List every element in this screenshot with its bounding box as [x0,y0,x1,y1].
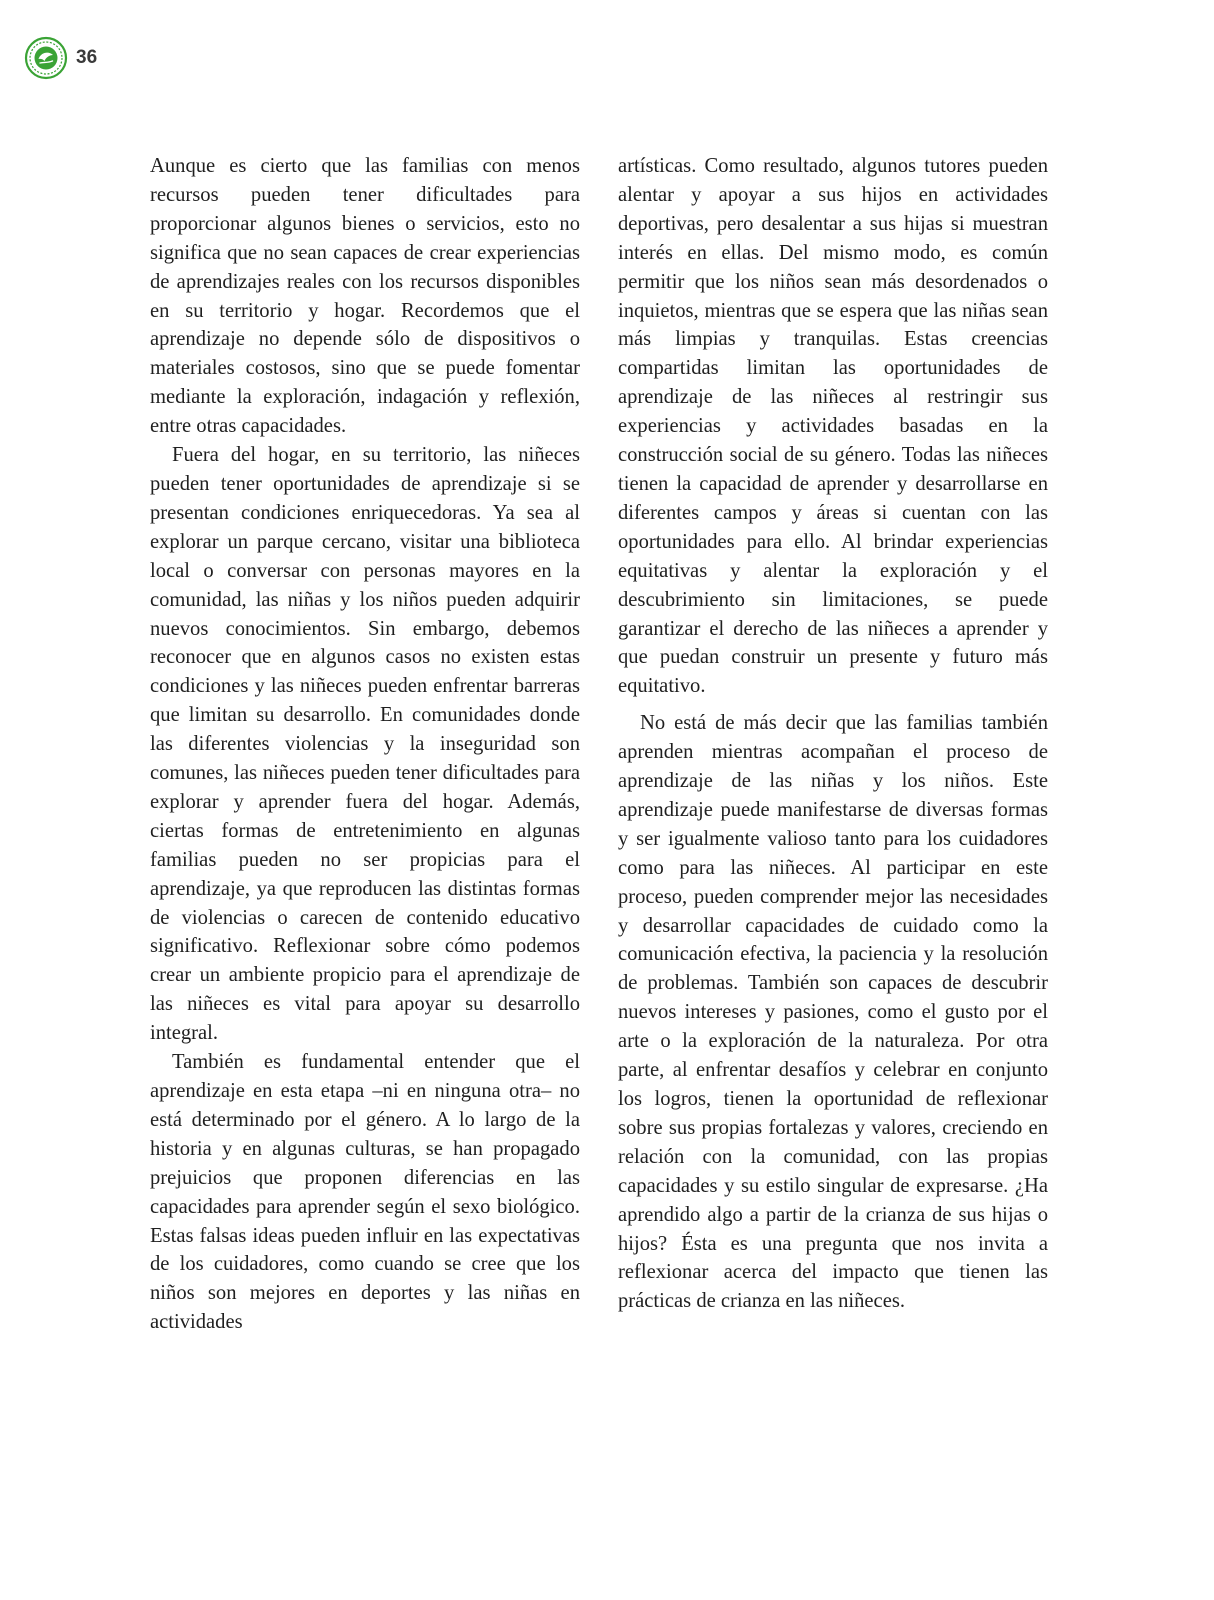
left-text-column [150,152,580,1337]
page-header [24,36,97,80]
paragraph: Fuera del hogar, en su territorio, las niñeces pueden tener oportunidades de aprendizaje si se presentan condiciones enriquecedoras. Ya sea al explorar un parque cercano, visitar una biblioteca local o conversar con personas mayores en la comunidad, las niñas y los niños pueden adquirir nuevos conocimientos. Sin embargo, debemos reconocer que en algunos casos no existen estas condiciones y las niñeces pueden enfrentar barreras que limitan su desarrollo. En comunidades donde las diferentes violencias y la inseguridad son comunes, las niñeces pueden tener dificultades para explorar y aprender fuera del hogar. Además, ciertas formas de entretenimiento en algunas familias pueden no ser propicias para el aprendizaje, ya que reproducen las distintas formas de violencias o carecen de contenido educativo significativo. Reflexionar sobre cómo podemos crear un ambiente propicio para el aprendizaje de las niñeces es vital para apoyar su desarrollo integral. [150,444,580,1045]
right-text-column [618,152,1048,1316]
paragraph: artísticas. Como resultado, algunos tutores pueden alentar y apoyar a sus hijos en actividades deportivas, pero desalentar a sus hijas si muestran interés en ellas. Del mismo modo, es común permitir que los niños sean más desordenados o inquietos, mientras que se espera que las niñas sean más limpias y tranquilas. Estas creencias compartidas limitan las oportunidades de aprendizaje de las niñeces al restringir sus experiencias y actividades basadas en la construcción social de su género. Todas las niñeces tienen la capacidad de aprender y desarrollarse en diferentes campos y áreas si cuentan con las oportunidades para ello. Al brindar experiencias equitativas y alentar la exploración y el descubrimiento sin limitaciones, se puede garantizar el derecho de las niñeces a aprender y que puedan construir un presente y futuro más equitativo. [618,155,1048,698]
paragraph: No está de más decir que las familias también aprenden mientras acompañan el proceso de aprendizaje de las niñas y los niños. Este aprendizaje puede manifestarse de diversas formas y ser igualmente valioso tanto para los cuidadores como para las niñeces. Al participar en este proceso, pueden comprender mejor las necesidades y desarrollar capacidades de cuidado como la comunicación efectiva, la paciencia y la resolución de problemas. También son capaces de descubrir nuevos intereses y pasiones, como el gusto por el arte o la exploración de la naturaleza. Por otra parte, al enfrentar desafíos y celebrar en conjunto los logros, tienen la oportunidad de reflexionar sobre sus propias fortalezas y valores, creciendo en relación con la comunidad, con las propias capacidades y su estilo singular de expresarse. ¿Ha aprendido algo a partir de la crianza de sus hijas o hijos? Ésta es una pregunta que nos invita a reflexionar acerca del impacto que tienen las prácticas de crianza en las niñeces. [618,712,1048,1313]
paragraph: También es fundamental entender que el aprendizaje en esta etapa –ni en ninguna otra– no está determinado por el género. A lo largo de la historia y en algunas culturas, se han propagado prejuicios que proponen diferencias en las capacidades para aprender según el sexo biológico. Estas falsas ideas pueden influir en las expectativas de los cuidadores, como cuando se cree que los niños son mejores en deportes y las niñas en actividades [150,1051,580,1334]
paragraph: Aunque es cierto que las familias con menos recursos pueden tener dificultades para proporcionar algunos bienes o servicios, esto no significa que no sean capaces de crear experiencias de aprendizajes reales con los recursos disponibles en su territorio y hogar. Recordemos que el aprendizaje no depende sólo de dispositivos o materiales costosos, sino que se puede fomentar mediante la exploración, indagación y reflexión, entre otras capacidades. [150,155,580,438]
page-number: 36 [76,47,98,68]
green-circular-seal-icon [24,36,68,80]
